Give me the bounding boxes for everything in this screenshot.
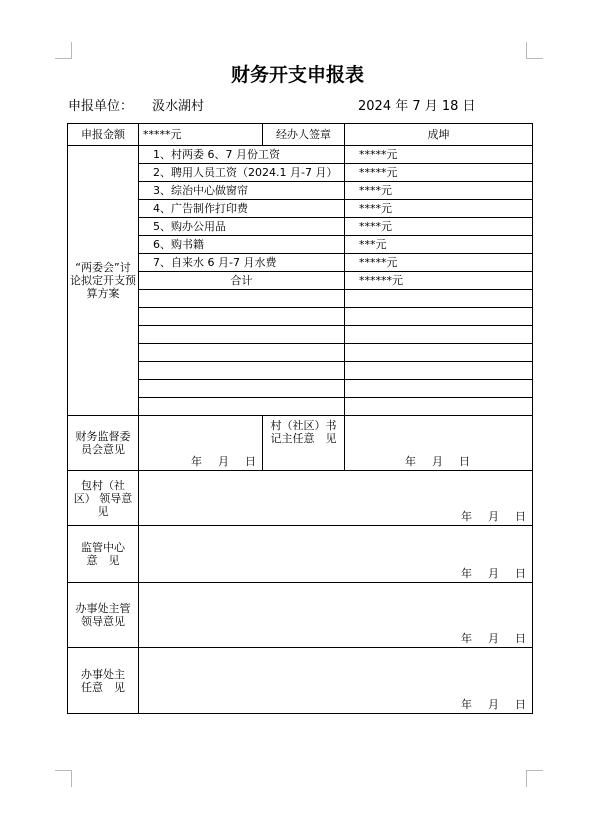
budget-item-name: 4、广告制作打印费 [139,200,345,218]
year-label: 年 [191,455,202,468]
margin-corner-mark [55,770,72,787]
budget-label: “两委会”讨论拟定开支预算方案 [68,146,139,416]
budget-item-amount: *****元 [345,146,533,164]
center-approval-row [68,526,533,583]
budget-total-label: 合计 [139,272,345,290]
year-label: 年 [461,567,472,580]
budget-item-name: 7、自来水 6 月-7 月水费 [139,254,345,272]
month-label: 月 [488,698,499,711]
office-manager-date [139,583,533,648]
budget-total-value: ******元 [345,272,533,290]
center-label: 监管中心意 见 [68,526,139,583]
finance-date [139,416,263,471]
budget-item-name: 5、购办公用品 [139,218,345,236]
day-label: 日 [515,510,526,523]
month-label: 月 [432,455,443,468]
report-date: 2024 年 7 月 18 日 [358,99,476,114]
margin-corner-mark [526,770,543,787]
leader-date [139,471,533,526]
office-manager-label: 办事处主管领导意见 [68,583,139,648]
expense-form-table [67,123,533,714]
budget-item-amount: ***元 [345,236,533,254]
month-label: 月 [488,632,499,645]
budget-item-name: 2、聘用人员工资（2024.1 月-7 月） [139,164,345,182]
year-label: 年 [461,510,472,523]
month-label: 月 [488,567,499,580]
budget-item-name: 1、村两委 6、7 月份工资 [139,146,345,164]
handler-signature: 成坤 [345,124,533,146]
month-label: 月 [488,510,499,523]
handler-label: 经办人签章 [263,124,345,146]
budget-item-amount: ****元 [345,200,533,218]
year-label: 年 [405,455,416,468]
office-director-date [139,648,533,714]
budget-item-row [68,146,533,164]
office-director-approval-row [68,648,533,714]
day-label: 日 [459,455,470,468]
budget-item-amount: *****元 [345,164,533,182]
month-label: 月 [218,455,229,468]
day-label: 日 [515,632,526,645]
budget-item-name: 3、综治中心做窗帘 [139,182,345,200]
amount-label: 申报金额 [68,124,139,146]
amount-row [68,124,533,146]
unit-value: 汲水湖村 [152,99,205,114]
leader-approval-row [68,471,533,526]
margin-corner-mark [526,42,543,59]
budget-item-amount: ****元 [345,182,533,200]
office-director-label: 办事处主任意 见 [68,648,139,714]
secretary-label: 村（社区）书记主任意 见 [263,416,345,471]
budget-item-amount: *****元 [345,254,533,272]
margin-corner-mark [55,42,72,59]
amount-value: *****元 [139,124,263,146]
office-manager-approval-row [68,583,533,648]
leader-label: 包村（社区） 领导意见 [68,471,139,526]
day-label: 日 [515,698,526,711]
day-label: 日 [515,567,526,580]
document-title: 财务开支申报表 [230,64,364,86]
finance-committee-label: 财务监督委员会意见 [68,416,139,471]
budget-item-name: 6、购书籍 [139,236,345,254]
year-label: 年 [461,632,472,645]
center-date [139,526,533,583]
day-label: 日 [245,455,256,468]
secretary-date [345,416,533,471]
budget-item-amount: ****元 [345,218,533,236]
finance-approval-row [68,416,533,471]
unit-label: 申报单位： [68,99,134,114]
year-label: 年 [461,698,472,711]
